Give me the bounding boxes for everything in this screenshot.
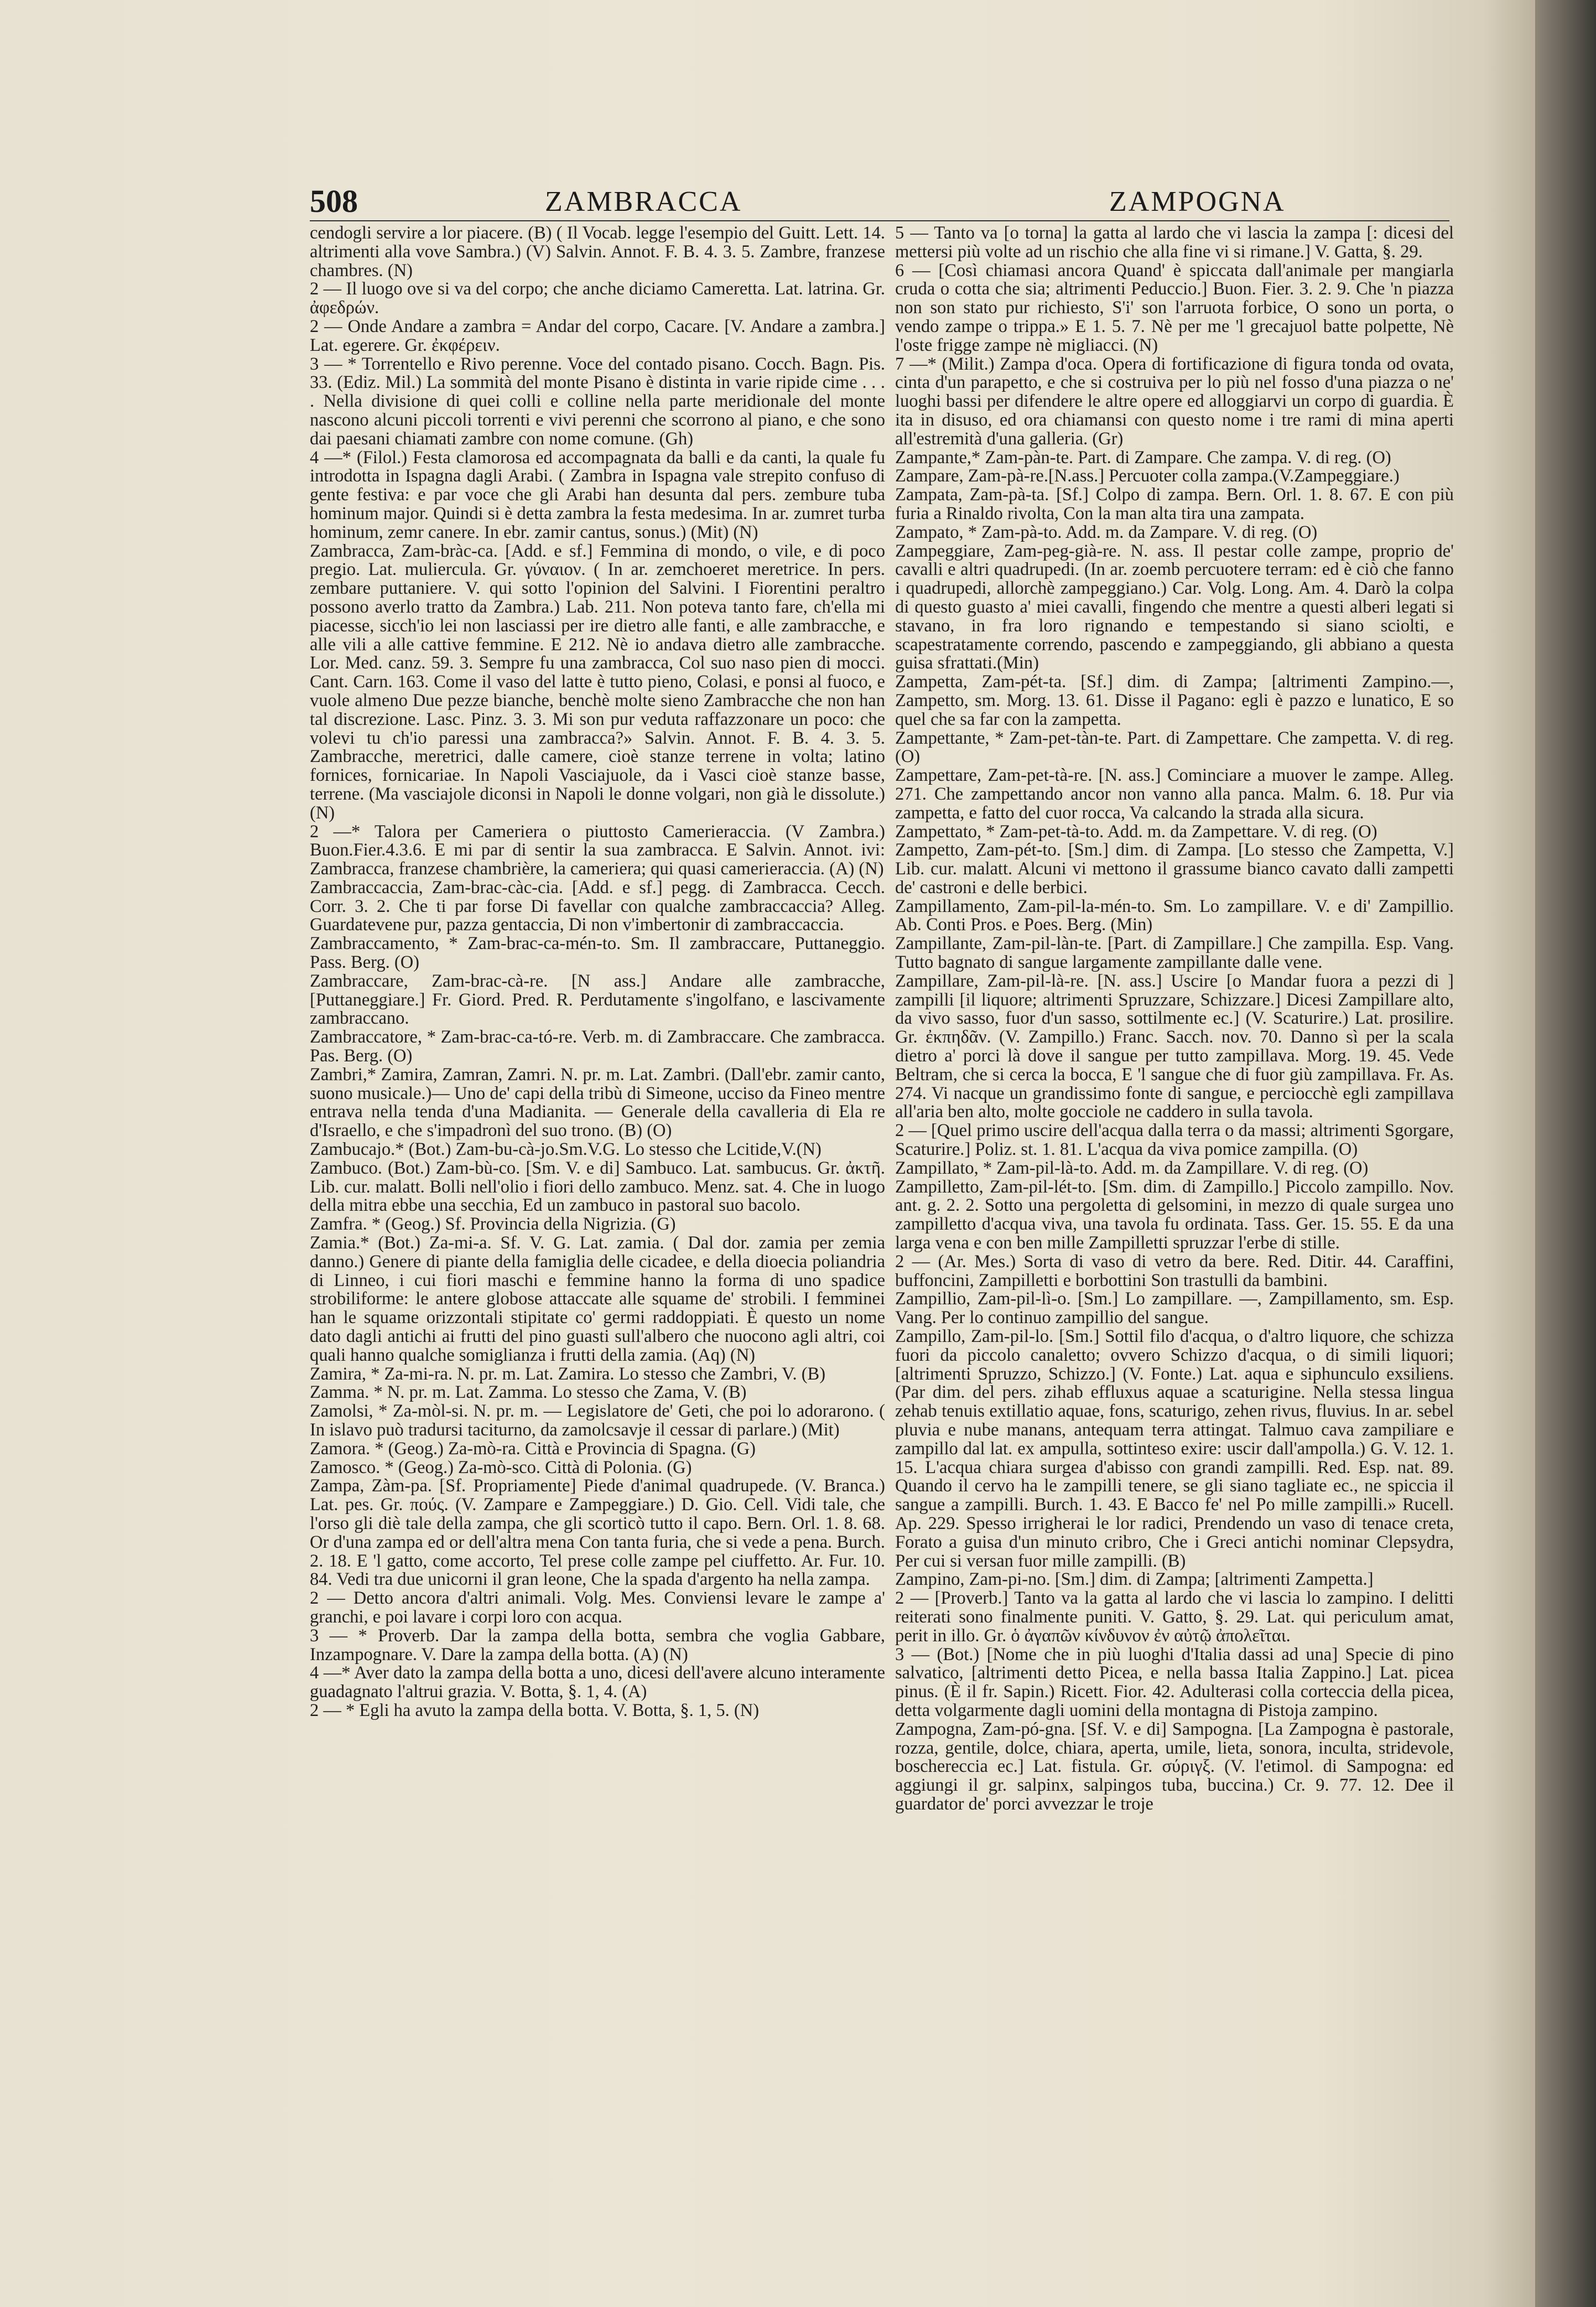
dictionary-entry: Zampato, * Zam-pà-to. Add. m. da Zampare. V. di reg. (O) (895, 522, 1318, 542)
dictionary-entry: 2 — Il luogo ove si va del corpo; che anche diciamo Cameretta. Lat. latrina. Gr. ἀφεδρών. (310, 279, 885, 318)
dictionary-entry: 2 — (Ar. Mes.) Sorta di vaso di vetro da bere. Red. Ditir. 44. Caraffini, buffoncini, Zampilletti e borbottini Son trastulli da bambini. (895, 1251, 1454, 1290)
dictionary-entry: Zamosco. * (Geog.) Za-mò-sco. Città di Polonia. (G) (310, 1457, 692, 1477)
dictionary-entry: Zamfra. * (Geog.) Sf. Provincia della Nigrizia. (G) (310, 1214, 676, 1235)
right-column (895, 224, 1454, 1814)
dictionary-entry: Zambuco. (Bot.) Zam-bù-co. [Sm. V. e di] Sambuco. Lat. sambucus. Gr. ἀκτῆ. Lib. cur. malatt. Bolli nell'olio i fiori dello zambuco. Menz. sat. 4. Che in luogo della mitra ebbe una secchia, Ed un zambuco in pastoral suo bacolo. (310, 1158, 885, 1216)
dictionary-entry: Zamora. * (Geog.) Za-mò-ra. Città e Provincia di Spagna. (G) (310, 1438, 756, 1459)
dictionary-entry: Zambraccatore, * Zam-brac-ca-tó-re. Verb. m. di Zambraccare. Che zambracca. Pas. Berg. (O) (310, 1027, 885, 1066)
dictionary-entry: Zambracca, Zam-bràc-ca. [Add. e sf.] Femmina di mondo, o vile, e di poco pregio. Lat. muliercula. Gr. γύναιον. ( In ar. zemchoeret meretrice. In pers. zembare puttaniere. V. qui sotto l'opinion del Salvini. I Fiorentini peraltro possono averlo tratto da Zambra.) Lab. 211. Non poteva tanto fare, ch'ella mi piacesse, sicch'io lei non lasciassi per ire dietro alle fanti, e alle zambracche, e alle vili a alle cattive femmine. E 212. Nè io andava dietro alle zambracche. Lor. Med. canz. 59. 3. Sempre fu una zambracca, Col suo naso pien di mocci. Cant. Carn. 163. Come il vaso del latte è tutto pieno, Colasi, e ponsi al fuoco, e vuole almeno Due pezze bianche, benchè molte sieno Zambracche che non han tal discrezione. Lasc. Pinz. 3. 3. Mi son pur veduta raffazzonare un poco: che volevi tu ch'io paressi una zambracca?» Salvin. Annot. F. B. 4. 3. 5. Zambracche, meretrici, dalle camere, cioè stanze terrene in volta; latino fornices, fornicariae. In Napoli Vasciajuole, da i Vasci cioè stanze basse, terrene. (Ma vasciajole diconsi in Napoli le donne volgari, non già le dissolute.) (N) (310, 541, 885, 823)
dictionary-entry: Zamma. * N. pr. m. Lat. Zamma. Lo stesso che Zama, V. (B) (310, 1382, 747, 1403)
header-rule (310, 220, 1449, 221)
dictionary-entry: 5 — Tanto va [o torna] la gatta al lardo che vi lascia la zampa [: dicesi del mettersi più volte ad un rischio che alla fine vi si rimane.] V. Gatta, §. 29. (895, 223, 1454, 262)
dictionary-entry: 2 —* Talora per Cameriera o piuttosto Camerieraccia. (V Zambra.) Buon.Fier.4.3.6. E mi par di sentir la sua zambracca. E Salvin. Annot. ivi: Zambracca, franzese chambrière, la cameriera; qui quasi camerieraccia. (A) (N) (310, 821, 885, 879)
running-head-right: ZAMPOGNA (1109, 186, 1286, 217)
dictionary-entry: Zampata, Zam-pà-ta. [Sf.] Colpo di zampa. Bern. Orl. 1. 8. 67. E con più furia a Rinaldo rivolta, Con la man alta tira una zampata. (895, 485, 1454, 523)
dictionary-entry: Zampillare, Zam-pil-là-re. [N. ass.] Uscire [o Mandar fuora a pezzi di ] zampilli [il liquore; altrimenti Spruzzare, Schizzare.] Dicesi Zampillare alto, da vivo sasso, fuor d'un sasso, sottilmente ec.] (V. Scaturire.) Lat. prosilire. Gr. ἐκπηδᾶν. (V. Zampillo.) Franc. Sacch. nov. 70. Danno sì per la scala dietro a' porci là dove il sangue per tutto zampillava. Morg. 19. 45. Vede Beltram, che si cerca la bocca, E 'l sangue che di fuor giù zampillava. Fr. As. 274. Vi nacque un grandissimo fonte di sangue, e perciocchè egli zampillava all'aria ben alto, molte gocciole ne caddero in sulla tavola. (895, 971, 1454, 1122)
dictionary-entry: 2 — * Egli ha avuto la zampa della botta. V. Botta, §. 1, 5. (N) (310, 1700, 760, 1720)
dictionary-entry: Zambraccare, Zam-brac-cà-re. [N ass.] Andare alle zambracche, [Puttaneggiare.] Fr. Giord. Pred. R. Perdutamente s'ingolfano, e lascivamente zambraccano. (310, 971, 885, 1029)
left-column (310, 224, 885, 1720)
dictionary-entry: 6 — [Così chiamasi ancora Quand' è spiccata dall'animale per mangiarla cruda o cotta che sia; altrimenti Peduccio.] Buon. Fier. 3. 2. 9. Che 'n piazza non son stato pur richiesto, S'i' son l'arruota forbice, O sono un porta, o vendo zampe o trippa.» E 1. 5. 7. Nè per me 'l grecajuol batte polpette, Nè l'oste frigge zampe nè migliacci. (N) (895, 260, 1454, 355)
dictionary-entry: 2 — [Proverb.] Tanto va la gatta al lardo che vi lascia lo zampino. I delitti reiterati sono finalmente puniti. V. Gatto, §. 29. Lat. qui periculum amat, perit in illo. Gr. ὁ ἀγαπῶν κίνδυνον ἐν αὐτῷ ἀπολεῖται. (895, 1588, 1454, 1646)
dictionary-entry: Zampa, Zàm-pa. [Sf. Propriamente] Piede d'animal quadrupede. (V. Branca.) Lat. pes. Gr. πούς. (V. Zampare e Zampeggiare.) D. Gio. Cell. Vidi tale, che l'orso gli diè tale della zampa, che gli scorticò tutto il capo. Bern. Orl. 1. 8. 68. Or d'una zampa ed or dell'altra mena Con tanta furia, che si vede a pena. Burch. 2. 18. E 'l gatto, come accorto, Tel prese colle zampe pel ciuffetto. Ar. Fur. 10. 84. Vedi tra due unicorni il gran leone, Che la spada d'argento ha nella zampa. (310, 1476, 885, 1590)
dictionary-entry: Zambraccamento, * Zam-brac-ca-mén-to. Sm. Il zambraccare, Puttaneggio. Pass. Berg. (O) (310, 934, 885, 973)
dictionary-entry: 7 —* (Milit.) Zampa d'oca. Opera di fortificazione di figura tonda od ovata, cinta d'un parapetto, e che si costruiva per lo più nel fosso d'una piazza o ne' luoghi bassi per difendere le altre opere ed alloggiarvi un corpo di guardia. È ita in disuso, ed ora chiamansi con questo nome i tre rami di mina aperti all'estremità d'una galleria. (Gr) (895, 354, 1454, 449)
dictionary-entry: Zambucajo.* (Bot.) Zam-bu-cà-jo.Sm.V.G. Lo stesso che Lcitide,V.(N) (310, 1139, 822, 1160)
dictionary-entry: Zampillato, * Zam-pil-là-to. Add. m. da Zampillare. V. di reg. (O) (895, 1158, 1369, 1178)
running-head-left: ZAMBRACCA (545, 186, 742, 217)
dictionary-entry: Zampillante, Zam-pil-làn-te. [Part. di Zampillare.] Che zampilla. Esp. Vang. Tutto bagnato di sangue largamente zampillante dalle vene. (895, 934, 1454, 973)
dictionary-entry: 3 — (Bot.) [Nome che in più luoghi d'Italia dassi ad una] Specie di pino salvatico, [altrimenti detto Picea, e nella bassa Italia Zappino.] Lat. picea pinus. (È il fr. Sapin.) Ricett. Fior. 42. Adulterasi colla corteccia della picea, detta volgarmente dagli uomini della montagna di Pistoja zampino. (895, 1644, 1454, 1720)
page-number: 508 (310, 183, 358, 219)
dictionary-entry: 3 — * Torrentello e Rivo perenne. Voce del contado pisano. Cocch. Bagn. Pis. 33. (Ediz. Mil.) La sommità del monte Pisano è distinta in varie ripide cime . . . . Nella divisione di quei colli e colline nella parte meridionale del monte nascono alcuni piccoli torrenti e vivi perenni che scorrono al piano, e che sono dai paesani chiamati zambre con nome comune. (Gh) (310, 354, 885, 449)
dictionary-entry: 2 — [Quel primo uscire dell'acqua dalla terra o da massi; altrimenti Sgorgare, Scaturire.] Poliz. st. 1. 81. L'acqua da viva pomice zampilla. (O) (895, 1121, 1454, 1160)
dictionary-entry: 4 —* Aver dato la zampa della botta a uno, dicesi dell'avere alcuno interamente guadagnato l'altrui grazia. V. Botta, §. 1, 4. (A) (310, 1663, 885, 1702)
dictionary-entry: Zamira, * Za-mi-ra. N. pr. m. Lat. Zamira. Lo stesso che Zambri, V. (B) (310, 1364, 826, 1384)
dictionary-entry: Zampilletto, Zam-pil-lét-to. [Sm. dim. di Zampillo.] Piccolo zampillo. Nov. ant. g. 2. 2. Sotto una pergoletta di gelsomini, in mezzo di quale surgea uno zampilletto d'acqua viva, una tavola fu ordinata. Tass. Ger. 15. 55. E da una larga vena e con ben mille Zampilletti spruzzar l'erbe di stille. (895, 1176, 1454, 1253)
dictionary-entry: Zambri,* Zamira, Zamran, Zamri. N. pr. m. Lat. Zambri. (Dall'ebr. zamir canto, suono musicale.)— Uno de' capi della tribù di Simeone, ucciso da Fineo mentre entrava nella tenda d'una Madianita. — Generale della cavalleria di Ela re d'Israello, e che s'impadronì del suo trono. (B) (O) (310, 1064, 885, 1141)
dictionary-entry: Zambraccaccia, Zam-brac-càc-cia. [Add. e sf.] pegg. di Zambracca. Cecch. Corr. 3. 2. Che ti par forse Di favellar con qualche zambraccaccia? Alleg. Guardatevene pur, pazza gentaccia, Di non v'imbertonir di zambraccaccia. (310, 877, 885, 935)
dictionary-entry: Zampante,* Zam-pàn-te. Part. di Zampare. Che zampa. V. di reg. (O) (895, 447, 1391, 468)
dictionary-entry: Zampillo, Zam-pil-lo. [Sm.] Sottil filo d'acqua, o d'altro liquore, che schizza fuori da piccolo canaletto; ovvero Schizzo d'acqua, o di simili liquori; [altrimenti Spruzzo, Schizzo.] (V. Fonte.) Lat. aqua e siphunculo exsiliens. (Par dim. del pers. zihab effluxus aquae a scaturigine. Nella stessa lingua zehab tenuis extillatio aquae, fons, scaturigo, zehen rivus, fluvius. In ar. sebel pluvia e nube manans, antequam terra attingat. Talmuo cava zampiliare e zampillo dal lat. ex ampulla, sottinteso exire: uscir dall'ampolla.) G. V. 12. 1. 15. L'acqua chiara surgea d'abisso con grandi zampilli. Red. Esp. nat. 89. Quando il cervo ha le zampilli tenere, se gli siano tagliate ec., ne spiccia il sangue a zampilli. Burch. 1. 43. E Bacco fe' nel Po mille zampilli.» Rucell. Ap. 229. Spesso irrigherai le lor radici, Prendendo un vaso di tenace creta, Forato a guisa d'un minuto cribro, Che i Greci antichi nominar Clepsydra, Per cui si versan fuor mille zampilli. (B) (895, 1326, 1454, 1571)
dictionary-entry: Zamia.* (Bot.) Za-mi-a. Sf. V. G. Lat. zamia. ( Dal dor. zamia per zemia danno.) Genere di piante della famiglia delle cicadee, e della dioecia poliandria di Linneo, i cui fiori maschi e femmine hanno la forma di uno spadice strobiliforme: le antere globose attaccate alle squame de' strobili. I femminei han le squame orizzontali stipitate co' germi raddoppiati. È questo un nome dato dagli antichi ai frutti del pino guasti sull'albero che nuocono agli altri, coi quali hanno qualche somiglianza i frutti della zamia. (Aq) (N) (310, 1233, 885, 1365)
dictionary-entry: 2 — Onde Andare a zambra = Andar del corpo, Cacare. [V. Andare a zambra.] Lat. egerere. Gr. ἐκφέρειν. (310, 316, 885, 355)
dictionary-entry: Zampillamento, Zam-pil-la-mén-to. Sm. Lo zampillare. V. e di' Zampillio. Ab. Conti Pros. e Poes. Berg. (Min) (895, 896, 1454, 935)
dictionary-entry: Zampettare, Zam-pet-tà-re. [N. ass.] Cominciare a muover le zampe. Alleg. 271. Che zampettando ancor non vanno alla panca. Malm. 6. 18. Pur via zampetta, e fatto del cuor rocca, Va calcando la strada alla sicura. (895, 765, 1454, 823)
dictionary-entry: Zampettante, * Zam-pet-tàn-te. Part. di Zampettare. Che zampetta. V. di reg. (O) (895, 728, 1454, 767)
dictionary-entry: Zampare, Zam-pà-re.[N.ass.] Percuoter colla zampa.(V.Zampeggiare.) (895, 466, 1400, 486)
dictionary-entry: Zamolsi, * Za-mòl-si. N. pr. m. — Legislatore de' Geti, che poi lo adorarono. ( In islavo può tradursi taciturno, da zamolcsavje il cessar di parlare.) (Mit) (310, 1401, 885, 1440)
dictionary-entry: Zampogna, Zam-pó-gna. [Sf. V. e di] Sampogna. [La Zampogna è pastorale, rozza, gentile, dolce, chiara, aperta, umile, lieta, sonora, inculta, stridevole, boschereccia ec.] Lat. fistula. Gr. σύριγξ. (V. l'etimol. di Sampogna: ed aggiungi il gr. salpinx, salpingos tuba, buccina.) Cr. 9. 77. 12. Dee il guardator de' porci avvezzar le troje (895, 1719, 1454, 1814)
dictionary-entry: Zampettato, * Zam-pet-tà-to. Add. m. da Zampettare. V. di reg. (O) (895, 821, 1377, 842)
dictionary-entry: Zampeggiare, Zam-peg-già-re. N. ass. Il pestar colle zampe, proprio de' cavalli e altri quadrupedi. (In ar. zoemb percuotere terram: ed è ciò che fanno i quadrupedi, allorchè zampeggiano.) Car. Volg. Long. Am. 4. Darò la colpa di questo guasto a' miei cavalli, fingendo che mentre a questi alberi legati si stavano, in fra loro rignando e tempestando si siano sciolti, e scapestratamente correndo, pascendo e zampeggiando, gli abbiano a questa guisa sfrattati.(Min) (895, 541, 1454, 673)
page-gutter-shadow (1535, 0, 1596, 2307)
dictionary-entry: Zampino, Zam-pi-no. [Sm.] dim. di Zampa; [altrimenti Zampetta.] (895, 1569, 1374, 1590)
dictionary-entry: Zampillio, Zam-pil-lì-o. [Sm.] Lo zampillare. —, Zampillamento, sm. Esp. Vang. Per lo continuo zampillio del sangue. (895, 1289, 1454, 1328)
dictionary-entry: cendogli servire a lor piacere. (B) ( Il Vocab. legge l'esempio del Guitt. Lett. 14. altrimenti alla vove Sambra.) (V) Salvin. Annot. F. B. 4. 3. 5. Zambre, franzese chambres. (N) (310, 223, 885, 281)
dictionary-entry: 4 —* (Filol.) Festa clamorosa ed accompagnata da balli e da canti, la quale fu introdotta in Ispagna dagli Arabi. ( Zambra in Ispagna vale strepito confuso di gente festiva: e par voce che gli Arabi han desunta dal pers. zembure tuba hominum major. Quindi si è detta zambra la festa medesima. In ar. zumret turba hominum, zemr canere. In ebr. zamir cantus, sonus.) (Mit) (N) (310, 447, 885, 542)
dictionary-entry: Zampetto, Zam-pét-to. [Sm.] dim. di Zampa. [Lo stesso che Zampetta, V.] Lib. cur. malatt. Alcuni vi mettono il grassume bianco cavato dalli zampetti de' castroni e delle berbici. (895, 840, 1454, 898)
dictionary-entry: Zampetta, Zam-pét-ta. [Sf.] dim. di Zampa; [altrimenti Zampino.—, Zampetto, sm. Morg. 13. 61. Disse il Pagano: egli è pazzo e lunatico, E so quel che sa far con la zampetta. (895, 672, 1454, 729)
dictionary-entry: 3 — * Proverb. Dar la zampa della botta, sembra che voglia Gabbare, Inzampognare. V. Dare la zampa della botta. (A) (N) (310, 1625, 885, 1665)
dictionary-entry: 2 — Detto ancora d'altri animali. Volg. Mes. Conviensi levare le zampe a' granchi, e poi lavare i corpi loro con acqua. (310, 1588, 885, 1627)
